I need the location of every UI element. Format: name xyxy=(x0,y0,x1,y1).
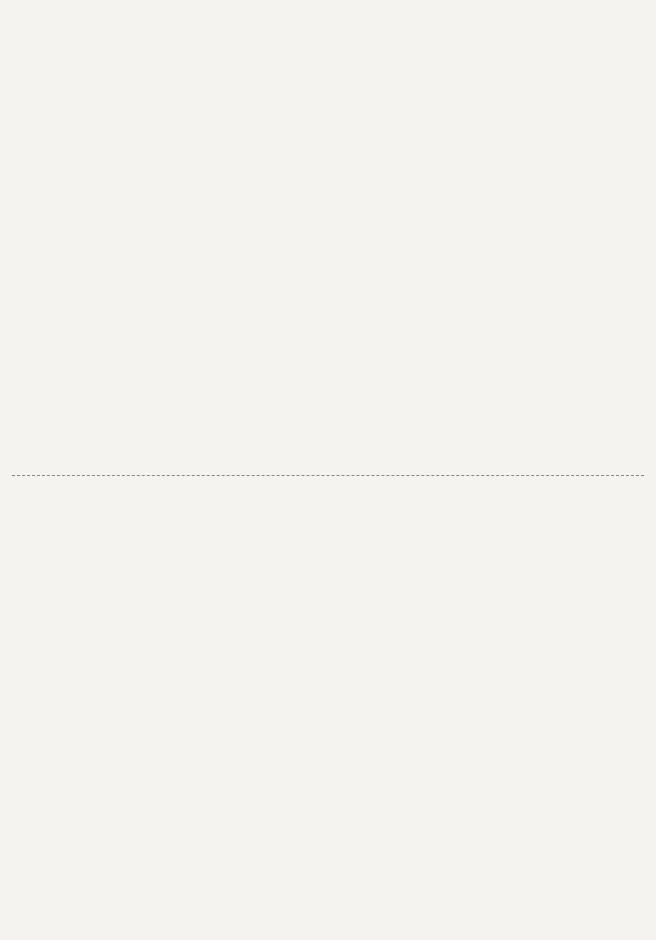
page-divider xyxy=(12,475,644,476)
bottom-section xyxy=(10,488,646,930)
top-columns xyxy=(10,6,646,468)
top-section xyxy=(10,6,646,468)
bottom-columns xyxy=(10,488,646,930)
